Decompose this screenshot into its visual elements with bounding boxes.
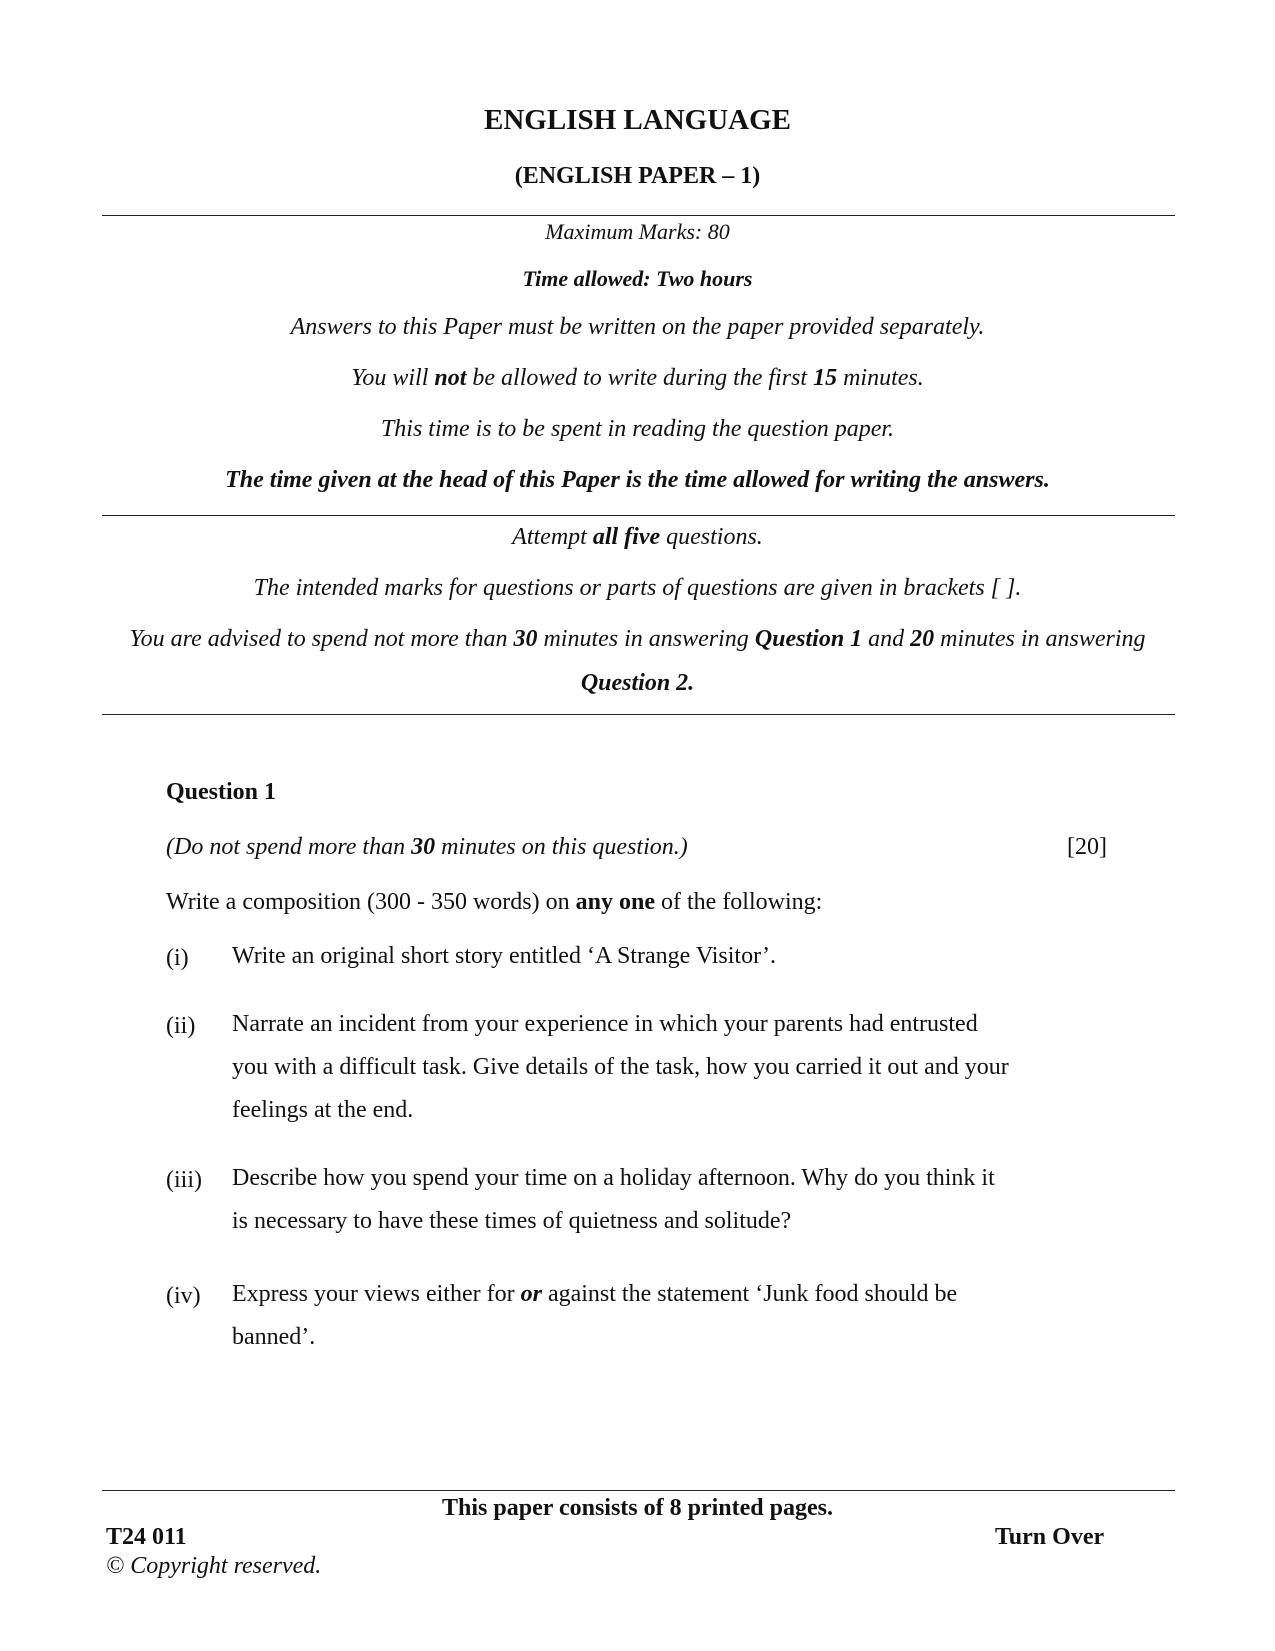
divider-middle — [102, 515, 1175, 516]
no-write-part1: You will — [351, 365, 435, 391]
no-write-bold2: 15 — [813, 365, 838, 391]
advice-part2: minutes in answering — [537, 626, 755, 652]
paper-code: T24 011 — [106, 1524, 187, 1550]
answers-note: Answers to this Paper must be written on the paper provided separately. — [290, 314, 985, 340]
option-iv-text — [232, 1273, 1012, 1359]
option-iii-number: (iii) — [166, 1167, 202, 1193]
footer-divider — [102, 1490, 1175, 1491]
time-note-part1: (Do not spend more than — [166, 834, 412, 860]
no-write-part2: be allowed to write during the first — [466, 365, 814, 391]
attempt-part2: questions. — [660, 524, 763, 550]
reading-time-note: This time is to be spent in reading the question paper. — [380, 416, 895, 442]
paper-subtitle: (ENGLISH PAPER – 1) — [514, 163, 761, 189]
no-write-note — [100, 365, 1175, 392]
question-1-heading: Question 1 — [166, 779, 277, 805]
prompt-part1: Write a composition (300 - 350 words) on — [166, 889, 576, 915]
page-count-note: This paper consists of 8 printed pages. — [442, 1495, 833, 1521]
option-ii-text: Narrate an incident from your experience in which your parents had entrusted you with a difficult task. Give details of the task, how you carried it out and your feelings at the end. — [232, 1011, 1009, 1123]
advice-part1: You are advised to spend not more than — [129, 626, 514, 652]
question-1-time-note — [166, 834, 688, 861]
copyright-note: © Copyright reserved. — [106, 1553, 322, 1579]
time-head-note: The time given at the head of this Paper is the time allowed for writing the answers. — [225, 467, 1050, 493]
advice-bold3: 20 — [910, 626, 935, 652]
option-iii-text: Describe how you spend your time on a holiday afternoon. Why do you think it is necessary to have these times of quietness and solitude? — [232, 1165, 995, 1234]
option-iv-part1: Express your views either for — [232, 1281, 521, 1307]
no-write-bold1: not — [434, 365, 467, 391]
paper-title: ENGLISH LANGUAGE — [484, 104, 791, 136]
no-write-part3: minutes. — [837, 365, 924, 391]
prompt-part2: of the following: — [655, 889, 823, 915]
option-ii-number: (ii) — [166, 1013, 196, 1039]
option-iv-bold: or — [520, 1281, 542, 1307]
option-iv-number: (iv) — [166, 1283, 201, 1309]
option-i-number: (i) — [166, 945, 189, 971]
marks-note: The intended marks for questions or parts of questions are given in brackets [ ]. — [253, 575, 1022, 601]
turn-over-label: Turn Over — [995, 1524, 1105, 1550]
question-1-marks: [20] — [1067, 834, 1107, 860]
option-i-text: Write an original short story entitled ‘A Strange Visitor’. — [232, 943, 776, 969]
question-1-prompt — [166, 889, 822, 916]
advice-bold1: 30 — [513, 626, 538, 652]
attempt-bold: all five — [592, 524, 661, 550]
advice-part3: and — [862, 626, 911, 652]
advice-line2: Question 2. — [580, 670, 695, 696]
max-marks: Maximum Marks: 80 — [545, 219, 730, 244]
time-allowed: Time allowed: Two hours — [522, 266, 753, 291]
attempt-note — [100, 524, 1175, 551]
advice-line1 — [96, 626, 1179, 653]
divider-bottom — [102, 714, 1175, 715]
time-note-part2: minutes on this question.) — [435, 834, 688, 860]
advice-bold2: Question 1 — [754, 626, 863, 652]
divider-top — [102, 215, 1175, 216]
attempt-part1: Attempt — [512, 524, 593, 550]
time-note-bold: 30 — [411, 834, 436, 860]
prompt-bold: any one — [575, 889, 655, 915]
option-iv-part2: against the statement ‘Junk food should be banned’. — [232, 1281, 958, 1350]
advice-part4: minutes in answering — [934, 626, 1146, 652]
